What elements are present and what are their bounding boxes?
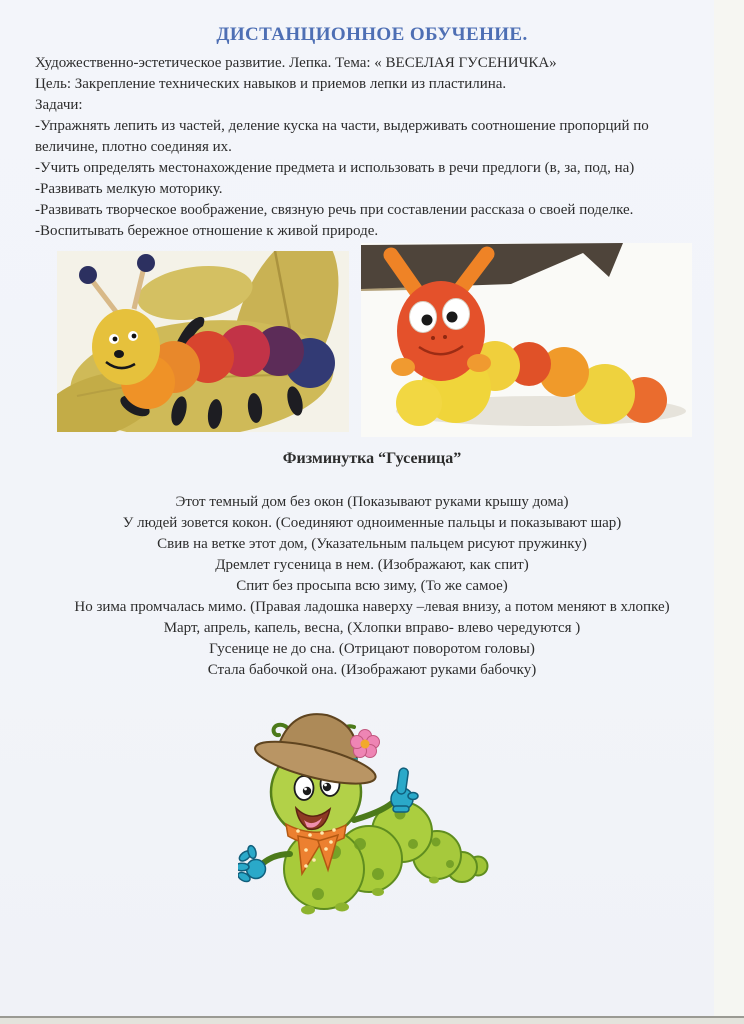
- poem-line: Свив на ветке этот дом, (Указательным пальцем рисуют пружинку): [157, 536, 587, 552]
- goal-line: Цель: Закрепление технических навыков и приемов лепки из пластилина.: [35, 76, 507, 92]
- flower: [351, 730, 380, 758]
- poem-line: Этот темный дом без окон (Показывают руками крышу дома): [175, 494, 569, 510]
- task-item: -Учить определять местонахождение предмета и использовать в речи предлоги (в, за, под, на): [35, 160, 635, 176]
- photo-plasticine-caterpillar-right: [361, 243, 692, 437]
- poem-line: Но зима промчалась мимо. (Правая ладошка наверху –левая внизу, а потом меняют в хлопке): [74, 599, 670, 615]
- poem-line: Стала бабочкой она. (Изображают руками бабочку): [207, 662, 537, 678]
- tasks-label: Задачи:: [35, 97, 83, 113]
- task-item: -Развивать творческое воображение, связную речь при составлении рассказа о своей поделке.: [35, 202, 634, 218]
- tasks-list: [35, 116, 713, 242]
- clipart-cartoon-caterpillar: [238, 702, 530, 934]
- task-item: -Развивать мелкую моторику.: [35, 181, 223, 197]
- poem-line: Дремлет гусеница в нем. (Изображают, как спит): [215, 557, 529, 573]
- poem-line: Гусенице не до сна. (Отрицают поворотом головы): [209, 641, 535, 657]
- physminutka-poem: [0, 492, 744, 681]
- poem-line: Спит без просыпа всю зиму, (То же самое): [236, 578, 508, 594]
- page-title: ДИСТАНЦИОННОЕ ОБУЧЕНИЕ.: [216, 24, 528, 45]
- caterpillar-head: [92, 309, 160, 385]
- physminutka-heading: Физминутка “Гусеница”: [282, 450, 462, 467]
- cartoon-left-glove: [238, 845, 266, 884]
- lesson-intro: [35, 53, 713, 242]
- task-item: -Воспитывать бережное отношение к живой природе.: [35, 223, 379, 239]
- page-bottom-edge-area: [0, 1018, 744, 1024]
- poem-line: У людей зовется кокон. (Соединяют одноименные пальцы и показывают шар): [122, 515, 622, 531]
- poem-line: Март, апрель, капель, весна, (Хлопки вправо- влево чередуются ): [163, 620, 581, 636]
- photo-plasticine-caterpillar-left: [57, 251, 349, 432]
- task-item: -Упражнять лепить из частей, деление куска на части, выдерживать соотношение пропорций по величине, плотно соединяя их.: [35, 118, 649, 155]
- theme-line: Художественно-эстетическое развитие. Лепка. Тема: « ВЕСЕЛАЯ ГУСЕНИЧКА»: [35, 55, 557, 71]
